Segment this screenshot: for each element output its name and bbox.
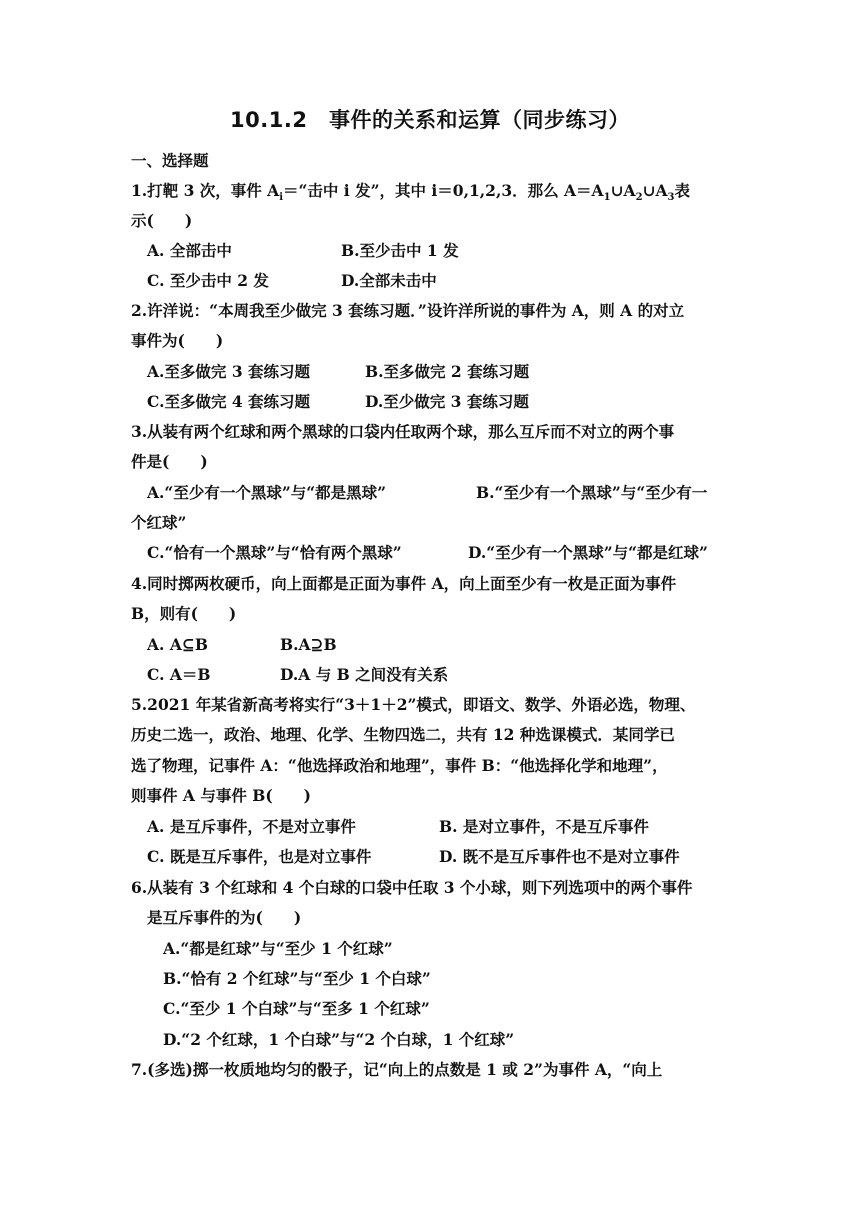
q3-option-d: D.“至少有一个黑球”与“都是红球” bbox=[468, 543, 708, 562]
question-1-stem-line-1 bbox=[131, 181, 690, 208]
q4-option-c: C. A＝B bbox=[147, 665, 211, 684]
q1-sub-2: 2 bbox=[635, 192, 643, 204]
question-2-stem-line-1: 2.许洋说：“本周我至少做完 3 套练习题．”设许洋所说的事件为 A，则 A 的对立 bbox=[131, 301, 685, 320]
q3-option-b: B.“至少有一个黑球”与“至少有一 bbox=[476, 483, 708, 502]
q1-option-d: D.全部未击中 bbox=[341, 271, 437, 290]
q1-option-c: C. 至少击中 2 发 bbox=[147, 271, 269, 290]
q3-option-c: C.“恰有一个黑球”与“恰有两个黑球” bbox=[147, 543, 402, 562]
question-2-stem-line-2: 事件为( ) bbox=[131, 331, 224, 350]
q4-option-a: A. A⊆B bbox=[147, 635, 208, 654]
question-3-stem-line-1: 3.从装有两个红球和两个黑球的口袋内任取两个球，那么互斥而不对立的两个事 bbox=[131, 422, 675, 441]
question-5-stem-line-1: 5.2021 年某省新高考将实行“3＋1＋2”模式，即语文、数学、外语必选，物理、 bbox=[131, 695, 696, 714]
q4-option-b: B.A⊇B bbox=[280, 635, 337, 654]
q6-option-d: D.“2 个红球，1 个白球”与“2 个白球，1 个红球” bbox=[163, 1030, 515, 1049]
q1-sub-i: i bbox=[279, 192, 283, 204]
section-heading: 一、选择题 bbox=[131, 152, 209, 170]
q3-option-b-continued: 个红球” bbox=[131, 513, 187, 532]
question-1-stem-line-2: 示( ) bbox=[131, 211, 193, 230]
question-3-stem-line-2: 件是( ) bbox=[131, 452, 208, 471]
q6-option-b: B.“恰有 2 个红球”与“至少 1 个白球” bbox=[163, 969, 431, 988]
q1-sub-1: 1 bbox=[603, 192, 611, 204]
q6-option-c: C.“至少 1 个白球”与“至多 1 个红球” bbox=[163, 999, 430, 1018]
question-4-stem-line-2: B，则有( ) bbox=[131, 604, 237, 623]
q5-option-b: B. 是对立事件，不是互斥事件 bbox=[439, 817, 649, 836]
q5-option-d: D. 既不是互斥事件也不是对立事件 bbox=[439, 847, 680, 866]
question-5-stem-line-2: 历史二选一，政治、地理、化学、生物四选二，共有 12 种选课模式．某同学已 bbox=[131, 725, 675, 744]
q1-text-b: ＝“击中 i 发”，其中 i＝0,1,2,3．那么 A＝A bbox=[283, 181, 604, 200]
question-5-stem-line-4: 则事件 A 与事件 B( ) bbox=[131, 786, 311, 805]
question-6-stem-line-1: 6.从装有 3 个红球和 4 个白球的口袋中任取 3 个小球，则下列选项中的两个事件 bbox=[131, 878, 693, 897]
q4-option-d: D.A 与 B 之间没有关系 bbox=[280, 665, 449, 684]
q2-option-d: D.至少做完 3 套练习题 bbox=[365, 392, 529, 411]
q1-text-d: ∪A bbox=[642, 181, 668, 200]
q1-option-a: A. 全部击中 bbox=[147, 241, 232, 260]
question-5-stem-line-3: 选了物理，记事件 A：“他选择政治和地理”，事件 B：“他选择化学和地理”， bbox=[131, 756, 668, 775]
q6-option-a: A.“都是红球”与“至少 1 个红球” bbox=[163, 939, 393, 958]
q3-option-a: A.“至少有一个黑球”与“都是黑球” bbox=[147, 483, 387, 502]
q1-text-e: 表 bbox=[674, 181, 691, 200]
question-4-stem-line-1: 4.同时掷两枚硬币，向上面都是正面为事件 A，向上面至少有一枚是正面为事件 bbox=[131, 574, 677, 593]
page-title: 10.1.2 事件的关系和运算（同步练习） bbox=[230, 108, 630, 132]
q1-text-a: 1.打靶 3 次，事件 A bbox=[131, 181, 280, 200]
q1-sub-3: 3 bbox=[667, 192, 675, 204]
q2-option-a: A.至多做完 3 套练习题 bbox=[147, 362, 311, 381]
q5-option-c: C. 既是互斥事件，也是对立事件 bbox=[147, 847, 372, 866]
q2-option-b: B.至多做完 2 套练习题 bbox=[365, 362, 530, 381]
q1-text-c: ∪A bbox=[610, 181, 636, 200]
q5-option-a: A. 是互斥事件，不是对立事件 bbox=[147, 817, 356, 836]
q2-option-c: C.至多做完 4 套练习题 bbox=[147, 392, 311, 411]
question-7-stem-line-1: 7.(多选)掷一枚质地均匀的骰子，记“向上的点数是 1 或 2”为事件 A，“向上 bbox=[131, 1060, 663, 1079]
q1-option-b: B.至少击中 1 发 bbox=[341, 241, 459, 260]
question-6-stem-line-2: 是互斥事件的为( ) bbox=[147, 908, 302, 927]
